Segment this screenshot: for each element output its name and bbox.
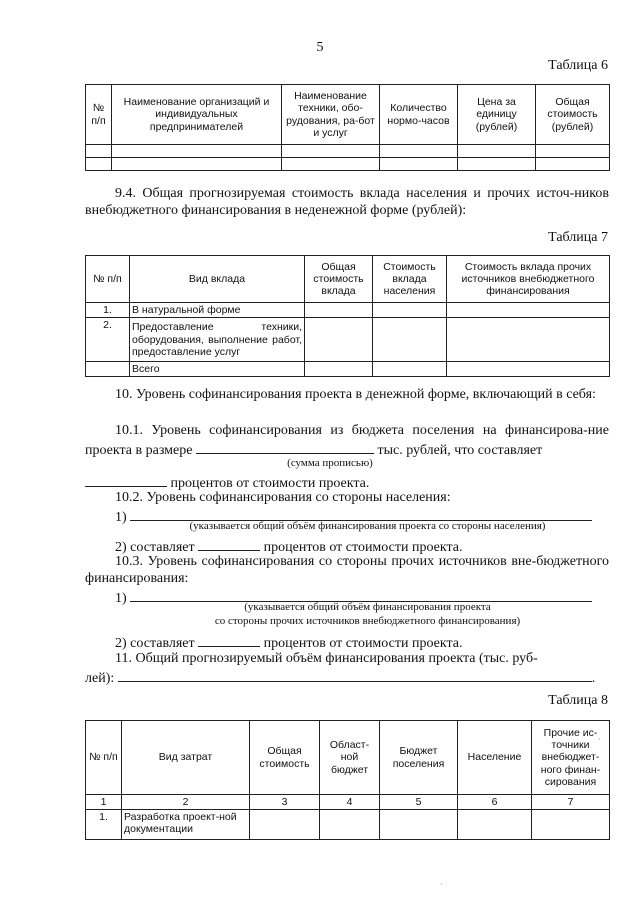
table8-header-num: № п/п (86, 721, 122, 795)
scan-speck: · (440, 880, 443, 889)
table8-colnum-3: 3 (250, 795, 320, 810)
table6-header-org: Наименование организаций и индивидуальных предпринимателей (112, 85, 282, 145)
table8-colnum-2: 2 (122, 795, 250, 810)
table-row (86, 158, 610, 171)
table8-row1-num: 1. (86, 810, 122, 840)
table7 (85, 255, 610, 377)
paragraph-10-1 (85, 422, 609, 459)
paragraph-11-b: лей): (85, 671, 115, 686)
table7-row2-num: 2. (86, 318, 130, 362)
other-amount-hint-1: (указывается общий объём финансирования проекта (244, 601, 491, 613)
paragraph-11-line1: 11. Общий прогнозируемый объём финансирования проекта (тыс. руб- (115, 651, 538, 666)
table8-colnum-7: 7 (532, 795, 610, 810)
other-amount-blank (130, 587, 592, 602)
amount-blank (196, 439, 374, 454)
population-amount-hint: (указывается общий объём финансирования проекта со стороны населения) (189, 520, 546, 532)
paragraph-10-2-item1-label: 1) (115, 510, 127, 525)
table8-colnum-5: 5 (380, 795, 458, 810)
other-percent-blank (198, 632, 260, 647)
table6-header-num: № п/п (86, 85, 112, 145)
paragraph-10-2-title: 10.2. Уровень софинансирования со стороны населения: (115, 490, 451, 505)
table7-row1-num: 1. (86, 303, 130, 318)
table-row (86, 795, 610, 810)
paragraph-10-1-text-c: процентов от стоимости проекта. (170, 476, 370, 491)
scan-speck: · (598, 735, 601, 744)
table7-header-other: Стоимость вклада прочих источников внебюджетного финансирования (447, 256, 610, 303)
table8-row1-label: Разработка проект-ной документации (122, 810, 250, 840)
table-row (86, 303, 610, 318)
table7-row3-num (86, 362, 130, 377)
table6-header-equipment: Наименование техники, обо-рудования, ра-бот и услуг (282, 85, 380, 145)
table6 (85, 84, 610, 171)
table6-caption: Таблица 6 (548, 58, 608, 73)
table8-colnum-6: 6 (458, 795, 532, 810)
table7-header-type: Вид вклада (130, 256, 305, 303)
table6-header-hours: Количество нормо-часов (380, 85, 458, 145)
table6-header-price: Цена за единицу (рублей) (458, 85, 536, 145)
table7-row3-label: Всего (130, 362, 305, 377)
paragraph-9-4: 9.4. Общая прогнозируемая стоимость вклада населения и прочих источ-ников внебюджетного финансирования в неденежной форме (рублей): (85, 186, 609, 218)
table-row (86, 810, 610, 840)
paragraph-10-3-item2-a: 2) составляет (115, 636, 195, 651)
population-percent-blank (198, 536, 260, 551)
paragraph-11-end: . (591, 671, 596, 686)
table6-header-total: Общая стоимость (рублей) (536, 85, 610, 145)
table7-row1-label: В натуральной форме (130, 303, 305, 318)
paragraph-10-1-text-a: 10.1. Уровень софинансирования из бюджета поселения на финансирова-ние проекта в размере (85, 423, 609, 458)
paragraph-10-2-item2-a: 2) составляет (115, 540, 195, 555)
table7-header-total: Общая стоимость вклада (305, 256, 373, 303)
paragraph-10-3-item2 (115, 632, 609, 652)
other-amount-hint-2: со стороны прочих источников внебюджетного финансирования) (214, 615, 521, 627)
table7-row2-label: Предоставление техники, оборудования, выполнение работ, предоставление услуг (130, 318, 305, 362)
paragraph-11-line2 (85, 667, 609, 687)
paragraph-10-2-item2-b: процентов от стоимости проекта. (263, 540, 463, 555)
table8-header-other: Прочие ис-точники внебюджет-ного финан-сирования (532, 721, 610, 795)
table-row (86, 145, 610, 158)
total-amount-blank (118, 667, 592, 682)
population-amount-blank (130, 506, 592, 521)
amount-hint: (сумма прописью) (287, 457, 373, 469)
table8 (85, 720, 610, 840)
table-row (86, 362, 610, 377)
table7-caption: Таблица 7 (548, 230, 608, 245)
table8-colnum-4: 4 (320, 795, 380, 810)
table8-header-population: Население (458, 721, 532, 795)
table8-header-regional: Област-ной бюджет (320, 721, 380, 795)
table7-header-num: № п/п (86, 256, 130, 303)
table7-header-population: Стоимость вклада населения (373, 256, 447, 303)
table8-header-settlement: Бюджет поселения (380, 721, 458, 795)
page-number: 5 (316, 40, 324, 55)
paragraph-10-1-text-b: тыс. рублей, что составляет (377, 443, 543, 458)
table8-colnum-1: 1 (86, 795, 122, 810)
paragraph-10-3-title: 10.3. Уровень софинансирования со стороны прочих источников вне-бюджетного финансирования: (85, 554, 609, 586)
table8-header-total: Общая стоимость (250, 721, 320, 795)
paragraph-10: 10. Уровень софинансирования проекта в денежной форме, включающий в себя: (115, 387, 596, 402)
paragraph-10-3-item2-b: процентов от стоимости проекта. (263, 636, 463, 651)
paragraph-10-3-item1-label: 1) (115, 591, 127, 606)
table8-caption: Таблица 8 (548, 693, 608, 708)
table-row (86, 318, 610, 362)
percent-blank (85, 472, 167, 487)
table8-header-type: Вид затрат (122, 721, 250, 795)
